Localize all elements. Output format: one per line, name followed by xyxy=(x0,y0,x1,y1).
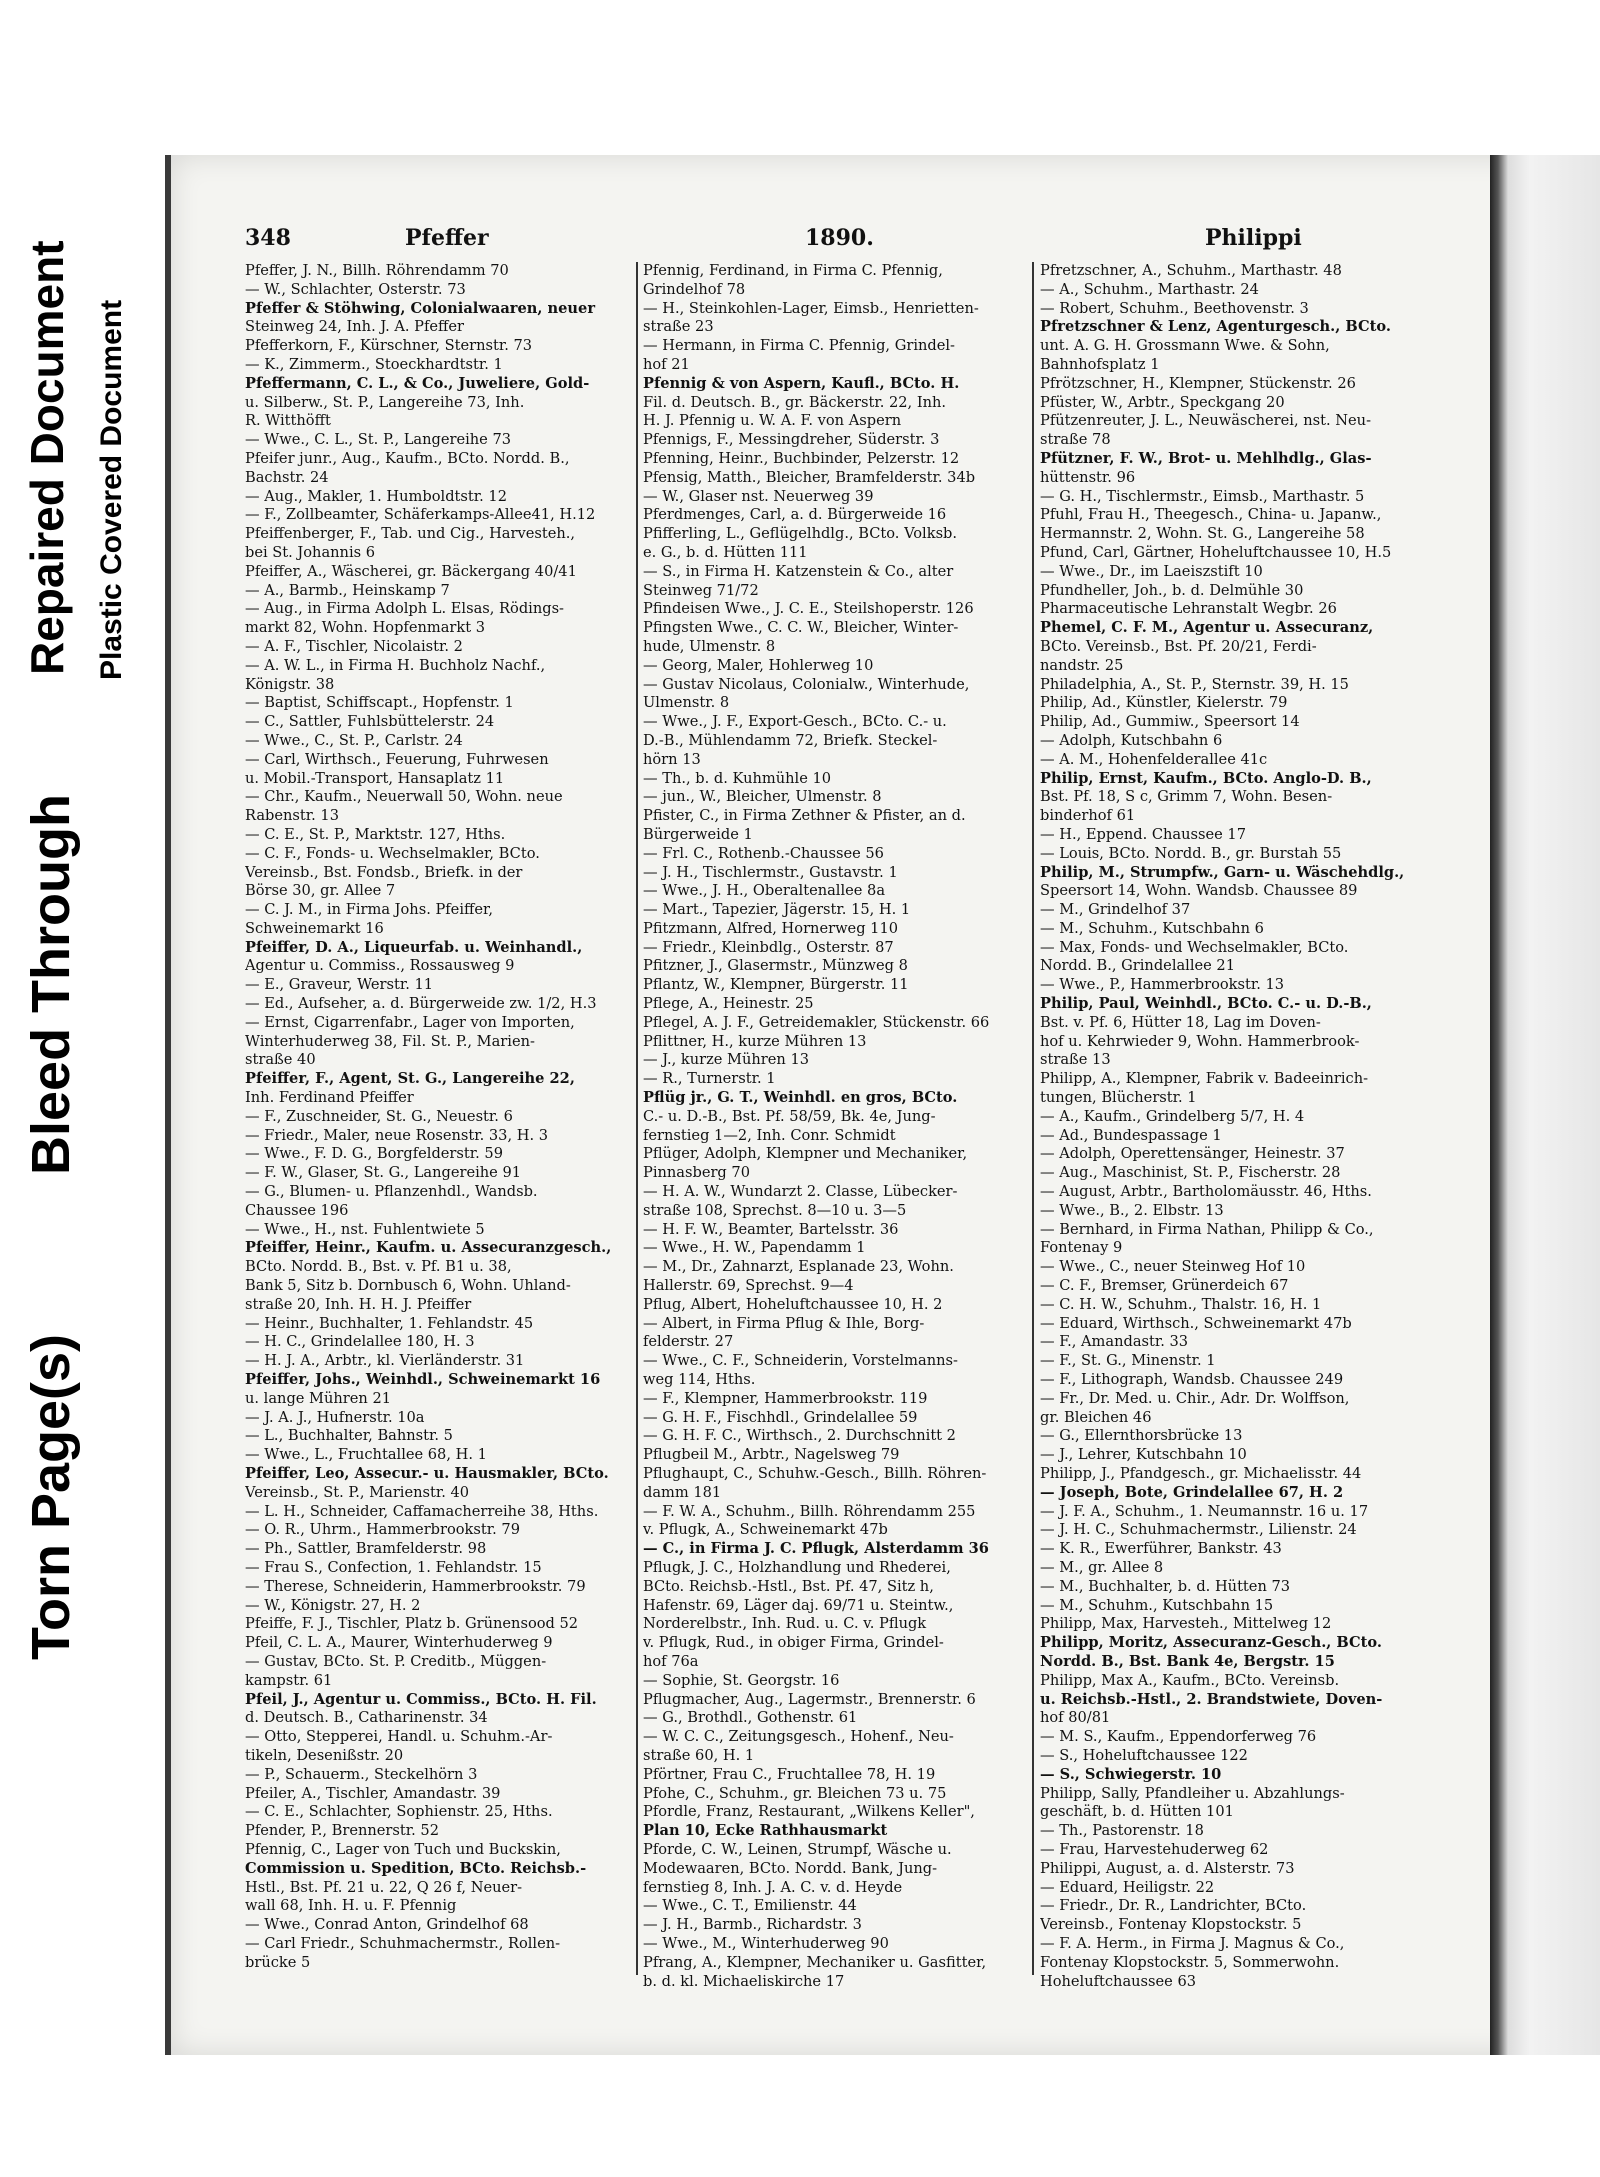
directory-entry: Pfützenreuter, J. L., Neuwäscherei, nst. Neu- xyxy=(1040,412,1371,430)
directory-entry: — G. H. F. C., Wirthsch., 2. Durchschnitt 2 xyxy=(643,1427,956,1445)
directory-entry: — J., Lehrer, Kutschbahn 10 xyxy=(1040,1446,1247,1464)
directory-entry: H. J. Pfennig u. W. A. F. von Aspern xyxy=(643,412,902,430)
directory-entry: Pfifferling, L., Geflügelhdlg., BCto. Volksb. xyxy=(643,525,958,543)
directory-entry: — G., Blumen- u. Pflanzenhdl., Wandsb. xyxy=(245,1183,538,1201)
directory-entry: — H. C., Grindelallee 180, H. 3 xyxy=(245,1333,475,1351)
directory-entry: Commission u. Spedition, BCto. Reichsb.- xyxy=(245,1859,587,1877)
directory-entry: — C. F., Bremser, Grünerdeich 67 xyxy=(1040,1277,1289,1295)
directory-entry: — Mart., Tapezier, Jägerstr. 15, H. 1 xyxy=(643,901,911,919)
directory-entry: — H. J. A., Arbtr., kl. Vierländerstr. 31 xyxy=(245,1352,525,1370)
directory-entry: u. Mobil.-Transport, Hansaplatz 11 xyxy=(245,769,505,787)
directory-entry: Pflegel, A. J. F., Getreidemakler, Stückenstr. 66 xyxy=(643,1013,990,1031)
directory-entry: — Frau, Harvestehuderweg 62 xyxy=(1040,1840,1269,1858)
directory-entry: Inh. Ferdinand Pfeiffer xyxy=(245,1089,414,1107)
directory-entry: Pfennig, C., Lager von Tuch und Buckskin, xyxy=(245,1840,561,1858)
directory-entry: Pflege, A., Heinestr. 25 xyxy=(643,995,814,1013)
directory-entry: straße 20, Inh. H. H. J. Pfeiffer xyxy=(245,1295,472,1313)
directory-entry: R. Witthöfft xyxy=(245,412,331,430)
directory-entry: Fontenay 9 xyxy=(1040,1239,1123,1257)
directory-entry: Winterhuderweg 38, Fil. St. P., Marien- xyxy=(245,1032,535,1050)
directory-entry: — Louis, BCto. Nordd. B., gr. Burstah 55 xyxy=(1040,844,1342,862)
directory-entry: — G., Brothdl., Gothenstr. 61 xyxy=(643,1709,858,1727)
directory-entry: u. Reichsb.-Hstl., 2. Brandstwiete, Doven- xyxy=(1040,1690,1383,1708)
directory-entry: — A. M., Hohenfelderallee 41c xyxy=(1040,750,1268,768)
directory-entry: Bst. Pf. 18, S c, Grimm 7, Wohn. Besen- xyxy=(1040,788,1333,806)
column-divider xyxy=(636,262,638,1975)
directory-entry: Philipp, Sally, Pfandleiher u. Abzahlungs- xyxy=(1040,1784,1345,1802)
directory-entry: Pfennig, Ferdinand, in Firma C. Pfennig, xyxy=(643,262,943,279)
directory-entry: — Wwe., P., Hammerbrookstr. 13 xyxy=(1040,976,1285,994)
directory-entry: Pfretzschner, A., Schuhm., Marthastr. 48 xyxy=(1040,262,1342,279)
directory-entry: Rabenstr. 13 xyxy=(245,807,339,825)
directory-entry: — Ad., Bundespassage 1 xyxy=(1040,1126,1222,1144)
directory-entry: Agentur u. Commiss., Rossausweg 9 xyxy=(245,957,515,975)
directory-entry: — A. W. L., in Firma H. Buchholz Nachf., xyxy=(245,656,546,674)
directory-entry: hüttenstr. 96 xyxy=(1040,468,1136,486)
directory-entry: — F. W., Glaser, St. G., Langereihe 91 xyxy=(245,1164,522,1182)
directory-entry: e. G., b. d. Hütten 111 xyxy=(643,543,808,561)
directory-entry: — F., Zollbeamter, Schäferkamps-Allee41, H.12 xyxy=(245,506,596,524)
directory-entry: — F., St. G., Minenstr. 1 xyxy=(1040,1352,1216,1370)
directory-entry: straße 108, Sprechst. 8—10 u. 3—5 xyxy=(643,1201,907,1219)
directory-entry: Hoheluftchaussee 63 xyxy=(1040,1972,1197,1990)
directory-entry: gr. Bleichen 46 xyxy=(1040,1408,1152,1426)
directory-entry: — Max, Fonds- und Wechselmakler, BCto. xyxy=(1040,938,1349,956)
directory-entry: — M., Schuhm., Kutschbahn 15 xyxy=(1040,1596,1274,1614)
directory-entry: Pfundheller, Joh., b. d. Delmühle 30 xyxy=(1040,581,1304,599)
column-divider xyxy=(1032,262,1034,1975)
header-left-word: Pfeffer xyxy=(405,225,489,251)
directory-entry: fernstieg 1—2, Inh. Conr. Schmidt xyxy=(643,1126,896,1144)
directory-entry: — Baptist, Schiffscapt., Hopfenstr. 1 xyxy=(245,694,514,712)
directory-entry: — Eduard, Wirthsch., Schweinemarkt 47b xyxy=(1040,1314,1352,1332)
directory-entry: Pfeiffer, Heinr., Kaufm. u. Assecuranzgesch., xyxy=(245,1239,612,1257)
directory-entry: d. Deutsch. B., Catharinenstr. 34 xyxy=(245,1709,488,1727)
directory-entry: Pflugbeil M., Arbtr., Nagelsweg 79 xyxy=(643,1446,900,1464)
directory-entry: Pflittner, H., kurze Mühren 13 xyxy=(643,1032,867,1050)
directory-entry: — J. H., Tischlermstr., Gustavstr. 1 xyxy=(643,863,898,881)
directory-entry: Pflugmacher, Aug., Lagermstr., Brennerstr. 6 xyxy=(643,1690,976,1708)
directory-entry: — August, Arbtr., Bartholomäusstr. 46, Hths. xyxy=(1040,1183,1372,1201)
directory-entry: BCto. Reichsb.-Hstl., Bst. Pf. 47, Sitz h, xyxy=(643,1577,934,1595)
directory-entry: Pfeiffenberger, F., Tab. und Cig., Harvesteh., xyxy=(245,525,576,543)
directory-entry: — Wwe., B., 2. Elbstr. 13 xyxy=(1040,1201,1224,1219)
directory-entry: Pflug, Albert, Hoheluftchaussee 10, H. 2 xyxy=(643,1295,943,1313)
directory-entry: — jun., W., Bleicher, Ulmenstr. 8 xyxy=(643,788,882,806)
directory-entry: — M., gr. Allee 8 xyxy=(1040,1558,1164,1576)
directory-entry: — H. A. W., Wundarzt 2. Classe, Lübecker- xyxy=(643,1183,958,1201)
directory-entry: Vereinsb., Fontenay Klopstockstr. 5 xyxy=(1040,1916,1302,1934)
directory-entry: — J. F. A., Schuhm., 1. Neumannstr. 16 u. 17 xyxy=(1040,1502,1369,1520)
directory-entry: Pfennig & von Aspern, Kaufl., BCto. H. xyxy=(643,374,960,392)
directory-entry: felderstr. 27 xyxy=(643,1333,734,1351)
directory-entry: Pfretzschner & Lenz, Agenturgesch., BCto. xyxy=(1040,318,1391,336)
directory-entry: Pfeiffer, A., Wäscherei, gr. Bäckergang 40/41 xyxy=(245,562,577,580)
directory-entry: — M. S., Kaufm., Eppendorferweg 76 xyxy=(1040,1728,1317,1746)
directory-entry: v. Pflugk, Rud., in obiger Firma, Grindel- xyxy=(643,1634,944,1652)
directory-entry: — M., Grindelhof 37 xyxy=(1040,901,1191,919)
directory-column-1 xyxy=(245,262,630,1973)
repaired-document-label: Repaired Document xyxy=(21,240,73,675)
directory-entry: hof 76a xyxy=(643,1652,699,1670)
directory-entry: — Gustav, BCto. St. P. Creditb., Müggen- xyxy=(245,1652,547,1670)
directory-entry: Hermannstr. 2, Wohn. St. G., Langereihe 58 xyxy=(1040,525,1365,543)
directory-entry: — M., Buchhalter, b. d. Hütten 73 xyxy=(1040,1577,1291,1595)
directory-entry: — R., Turnerstr. 1 xyxy=(643,1070,776,1088)
directory-entry: — C., Sattler, Fuhlsbüttelerstr. 24 xyxy=(245,713,495,731)
directory-entry: Pfitzmann, Alfred, Hornerweg 110 xyxy=(643,919,899,937)
directory-entry: Pfeiffer, D. A., Liqueurfab. u. Weinhandl., xyxy=(245,938,583,956)
directory-entry: Nordd. B., Bst. Bank 4e, Bergstr. 15 xyxy=(1040,1652,1335,1670)
directory-entry: Modewaaren, BCto. Nordd. Bank, Jung- xyxy=(643,1859,938,1877)
adjacent-page-edge xyxy=(1490,155,1600,2055)
directory-entry: — Ed., Aufseher, a. d. Bürgerweide zw. 1/2, H.3 xyxy=(245,995,597,1013)
directory-entry: Grindelhof 78 xyxy=(643,280,746,298)
directory-entry: Bst. v. Pf. 6, Hütter 18, Lag im Doven- xyxy=(1040,1013,1321,1031)
directory-entry: — Wwe., L., Fruchtallee 68, H. 1 xyxy=(245,1446,487,1464)
directory-entry: hof 80/81 xyxy=(1040,1709,1111,1727)
directory-entry: straße 40 xyxy=(245,1051,316,1069)
directory-entry: — M., Schuhm., Kutschbahn 6 xyxy=(1040,919,1264,937)
directory-entry: Philipp, A., Klempner, Fabrik v. Badeeinrich- xyxy=(1040,1070,1369,1088)
directory-entry: — Carl Friedr., Schuhmachermstr., Rollen- xyxy=(245,1934,561,1952)
directory-entry: Pförtner, Frau C., Fruchtallee 78, H. 19 xyxy=(643,1765,936,1783)
directory-entry: Hallerstr. 69, Sprechst. 9—4 xyxy=(643,1277,854,1295)
directory-entry: fernstieg 8, Inh. J. A. C. v. d. Heyde xyxy=(643,1878,903,1896)
directory-entry: Pfohe, C., Schuhm., gr. Bleichen 73 u. 75 xyxy=(643,1784,947,1802)
directory-entry: C.- u. D.-B., Bst. Pf. 58/59, Bk. 4e, Jung- xyxy=(643,1107,936,1125)
directory-entry: — F. A. Herm., in Firma J. Magnus & Co., xyxy=(1040,1934,1345,1952)
directory-entry: — A., Schuhm., Marthastr. 24 xyxy=(1040,280,1259,298)
directory-entry: — G., Ellernthorsbrücke 13 xyxy=(1040,1427,1243,1445)
directory-entry: Pfefferkorn, F., Kürschner, Sternstr. 73 xyxy=(245,337,533,355)
directory-entry: — Eduard, Heiligstr. 22 xyxy=(1040,1878,1215,1896)
directory-entry: Philipp, Moritz, Assecuranz-Gesch., BCto. xyxy=(1040,1634,1382,1652)
directory-entry: — S., Hoheluftchaussee 122 xyxy=(1040,1746,1248,1764)
directory-entry: u. Silberw., St. P., Langereihe 73, Inh. xyxy=(245,393,525,411)
directory-entry: damm 181 xyxy=(643,1483,722,1501)
directory-entry: — Sophie, St. Georgstr. 16 xyxy=(643,1671,840,1689)
directory-entry: unt. A. G. H. Grossmann Wwe. & Sohn, xyxy=(1040,337,1330,355)
directory-entry: — C., in Firma J. C. Pflugk, Alsterdamm 36 xyxy=(643,1540,989,1558)
directory-entry: — G. H. F., Fischhdl., Grindelallee 59 xyxy=(643,1408,918,1426)
directory-entry: markt 82, Wohn. Hopfenmarkt 3 xyxy=(245,619,486,637)
directory-entry: Bachstr. 24 xyxy=(245,468,329,486)
directory-entry: — Wwe., Conrad Anton, Grindelhof 68 xyxy=(245,1916,529,1934)
directory-entry: — J., kurze Mühren 13 xyxy=(643,1051,810,1069)
directory-entry: Pinnasberg 70 xyxy=(643,1164,750,1182)
directory-entry: — C. H. W., Schuhm., Thalstr. 16, H. 1 xyxy=(1040,1295,1322,1313)
directory-entry: straße 23 xyxy=(643,318,714,336)
directory-entry: Pfund, Carl, Gärtner, Hoheluftchaussee 10, H.5 xyxy=(1040,543,1392,561)
directory-entry: Pfenning, Heinr., Buchbinder, Pelzerstr. 12 xyxy=(643,449,960,467)
directory-entry: Hstl., Bst. Pf. 21 u. 22, Q 26 f, Neuer- xyxy=(245,1878,523,1896)
directory-entry: Philipp, J., Pfandgesch., gr. Michaelisstr. 44 xyxy=(1040,1465,1362,1482)
directory-entry: — H. F. W., Beamter, Bartelsstr. 36 xyxy=(643,1220,899,1238)
directory-entry: — L., Buchhalter, Bahnstr. 5 xyxy=(245,1427,453,1445)
directory-entry: — Joseph, Bote, Grindelallee 67, H. 2 xyxy=(1040,1483,1344,1501)
directory-entry: — Wwe., C., St. P., Carlstr. 24 xyxy=(245,731,463,749)
directory-entry: Pflüger, Adolph, Klempner und Mechaniker, xyxy=(643,1145,968,1163)
directory-entry: Pfeiffer, Leo, Assecur.- u. Hausmakler, BCto. xyxy=(245,1465,609,1482)
directory-entry: Pfordle, Franz, Restaurant, „Wilkens Keller", xyxy=(643,1803,975,1821)
directory-entry: Pfeifer junr., Aug., Kaufm., BCto. Nordd. B., xyxy=(245,449,570,467)
directory-entry: Chaussee 196 xyxy=(245,1201,349,1219)
directory-entry: — C. F., Fonds- u. Wechselmakler, BCto. xyxy=(245,844,540,862)
directory-entry: — S., in Firma H. Katzenstein & Co., alter xyxy=(643,562,954,580)
directory-entry: Philip, Paul, Weinhdl., BCto. C.- u. D.-B., xyxy=(1040,995,1372,1013)
directory-entry: — Wwe., J. F., Export-Gesch., BCto. C.- u. xyxy=(643,713,947,731)
directory-entry: weg 114, Hths. xyxy=(643,1371,756,1389)
directory-entry: wall 68, Inh. H. u. F. Pfennig xyxy=(245,1897,457,1915)
directory-entry: Steinweg 24, Inh. J. A. Pfeffer xyxy=(245,318,465,336)
directory-entry: hörn 13 xyxy=(643,750,701,768)
directory-entry: — Friedr., Maler, neue Rosenstr. 33, H. 3 xyxy=(245,1126,549,1144)
directory-entry: Pfüster, W., Arbtr., Speckgang 20 xyxy=(1040,393,1285,411)
directory-entry: — Heinr., Buchhalter, 1. Fehlandstr. 45 xyxy=(245,1314,534,1332)
directory-entry: — Georg, Maler, Hohlerweg 10 xyxy=(643,656,874,674)
directory-entry: Norderelbstr., Inh. Rud. u. C. v. Pflugk xyxy=(643,1615,927,1633)
directory-entry: Pfützner, F. W., Brot- u. Mehlhdlg., Glas- xyxy=(1040,449,1372,467)
directory-entry: — Carl, Wirthsch., Feuerung, Fuhrwesen xyxy=(245,750,549,768)
directory-entry: — W., Schlachter, Osterstr. 73 xyxy=(245,280,466,298)
directory-entry: Nordd. B., Grindelallee 21 xyxy=(1040,957,1235,975)
directory-entry: Steinweg 71/72 xyxy=(643,581,759,599)
directory-entry: — L. H., Schneider, Caffamacherreihe 38, Hths. xyxy=(245,1502,599,1520)
directory-entry: Philipp, Max, Harvesteh., Mittelweg 12 xyxy=(1040,1615,1332,1633)
directory-entry: kampstr. 61 xyxy=(245,1671,333,1689)
directory-entry: Pflantz, W., Klempner, Bürgerstr. 11 xyxy=(643,976,909,994)
directory-entry: Pharmaceutische Lehranstalt Wegbr. 26 xyxy=(1040,600,1337,618)
directory-entry: — Friedr., Dr. R., Landrichter, BCto. xyxy=(1040,1897,1307,1915)
directory-entry: — Wwe., H., nst. Fuhlentwiete 5 xyxy=(245,1220,485,1238)
directory-entry: — Wwe., H. W., Papendamm 1 xyxy=(643,1239,866,1257)
directory-entry: — J. H., Barmb., Richardstr. 3 xyxy=(643,1916,862,1934)
directory-entry: — K., Zimmerm., Stoeckhardtstr. 1 xyxy=(245,355,503,373)
directory-entry: — F., Zuschneider, St. G., Neuestr. 6 xyxy=(245,1107,513,1125)
directory-entry: Pfingsten Wwe., C. C. W., Bleicher, Winter- xyxy=(643,619,959,637)
directory-entry: Fontenay Klopstockstr. 5, Sommerwohn. xyxy=(1040,1953,1340,1971)
directory-entry: BCto. Vereinsb., Bst. Pf. 20/21, Ferdi- xyxy=(1040,637,1317,655)
directory-entry: — Frl. C., Rothenb.-Chaussee 56 xyxy=(643,844,884,862)
directory-entry: Pfister, C., in Firma Zethner & Pfister, an d. xyxy=(643,807,966,825)
directory-entry: straße 60, H. 1 xyxy=(643,1746,755,1764)
directory-entry: — Wwe., M., Winterhuderweg 90 xyxy=(643,1934,889,1952)
directory-entry: Pfeiffe, F. J., Tischler, Platz b. Grünensood 52 xyxy=(245,1615,579,1633)
directory-entry: Königstr. 38 xyxy=(245,675,335,693)
directory-entry: Pfeiffer, F., Agent, St. G., Langereihe 22, xyxy=(245,1070,575,1088)
directory-entry: Pfitzner, J., Glasermstr., Münzweg 8 xyxy=(643,957,908,975)
directory-entry: Pfrötzschner, H., Klempner, Stückenstr. 26 xyxy=(1040,374,1356,392)
directory-entry: hude, Ulmenstr. 8 xyxy=(643,637,776,655)
directory-entry: v. Pflugk, A., Schweinemarkt 47b xyxy=(643,1521,888,1539)
directory-entry: Philipp, Max A., Kaufm., BCto. Vereinsb. xyxy=(1040,1671,1340,1689)
directory-entry: Vereinsb., St. P., Marienstr. 40 xyxy=(245,1483,470,1501)
directory-column-2 xyxy=(643,262,1028,1991)
directory-entry: Philippi, August, a. d. Alsterstr. 73 xyxy=(1040,1859,1295,1877)
directory-entry: Schweinemarkt 16 xyxy=(245,919,384,937)
directory-entry: nandstr. 25 xyxy=(1040,656,1124,674)
directory-entry: — H., Eppend. Chaussee 17 xyxy=(1040,825,1246,843)
directory-entry: — F., Amandastr. 33 xyxy=(1040,1333,1189,1351)
directory-entry: Pfeffermann, C. L., & Co., Juweliere, Gold- xyxy=(245,374,590,392)
directory-entry: — Wwe., Dr., im Laeiszstift 10 xyxy=(1040,562,1263,580)
directory-entry: — Wwe., F. D. G., Borgfelderstr. 59 xyxy=(245,1145,503,1163)
directory-entry: — Frau S., Confection, 1. Fehlandstr. 15 xyxy=(245,1558,542,1576)
directory-entry: — O. R., Uhrm., Hammerbrookstr. 79 xyxy=(245,1521,520,1539)
directory-entry: — Wwe., C., neuer Steinweg Hof 10 xyxy=(1040,1258,1306,1276)
directory-entry: Bahnhofsplatz 1 xyxy=(1040,355,1160,373)
directory-entry: Philip, Ad., Künstler, Kielerstr. 79 xyxy=(1040,694,1288,712)
directory-entry: Pfeiler, A., Tischler, Amandastr. 39 xyxy=(245,1784,501,1802)
directory-entry: — Bernhard, in Firma Nathan, Philipp & Co., xyxy=(1040,1220,1374,1238)
plastic-covered-label: Plastic Covered Document xyxy=(95,299,128,680)
directory-entry: Pfrang, A., Klempner, Mechaniker u. Gasfitter, xyxy=(643,1953,987,1971)
page-number: 348 xyxy=(245,225,291,251)
directory-entry: — Gustav Nicolaus, Colonialw., Winterhude, xyxy=(643,675,970,693)
directory-entry: Plan 10, Ecke Rathhausmarkt xyxy=(643,1822,888,1840)
directory-entry: — Aug., in Firma Adolph L. Elsas, Rödings- xyxy=(245,600,564,618)
directory-entry: — Therese, Schneiderin, Hammerbrookstr. 79 xyxy=(245,1577,586,1595)
directory-entry: — Adolph, Kutschbahn 6 xyxy=(1040,731,1223,749)
directory-entry: Pfuhl, Frau H., Theegesch., China- u. Japanw., xyxy=(1040,506,1382,524)
directory-entry: — Chr., Kaufm., Neuerwall 50, Wohn. neue xyxy=(245,788,563,806)
directory-entry: BCto. Nordd. B., Bst. v. Pf. B1 u. 38, xyxy=(245,1258,512,1276)
directory-entry: Pfeil, J., Agentur u. Commiss., BCto. H. Fil. xyxy=(245,1690,597,1708)
directory-entry: Philadelphia, A., St. P., Sternstr. 39, H. 15 xyxy=(1040,675,1349,693)
directory-entry: — M., Dr., Zahnarzt, Esplanade 23, Wohn. xyxy=(643,1258,954,1276)
directory-entry: Pferdmenges, Carl, a. d. Bürgerweide 16 xyxy=(643,506,947,524)
directory-entry: straße 78 xyxy=(1040,431,1111,449)
directory-entry: — Aug., Maschinist, St. P., Fischerstr. 28 xyxy=(1040,1164,1341,1182)
directory-entry: — Otto, Stepperei, Handl. u. Schuhm.-Ar- xyxy=(245,1728,553,1746)
directory-entry: Pfeffer, J. N., Billh. Röhrendamm 70 xyxy=(245,262,509,279)
directory-entry: Pflüg jr., G. T., Weinhdl. en gros, BCto. xyxy=(643,1089,958,1107)
directory-entry: b. d. kl. Michaeliskirche 17 xyxy=(643,1972,845,1990)
directory-entry: tungen, Blücherstr. 1 xyxy=(1040,1089,1197,1107)
page-header xyxy=(245,225,1480,259)
directory-entry: — Fr., Dr. Med. u. Chir., Adr. Dr. Wolffson, xyxy=(1040,1389,1350,1407)
directory-entry: — C. E., Schlachter, Sophienstr. 25, Hths. xyxy=(245,1803,553,1821)
directory-entry: Bürgerweide 1 xyxy=(643,825,753,843)
directory-entry: — F., Lithograph, Wandsb. Chaussee 249 xyxy=(1040,1371,1344,1389)
directory-entry: tikeln, Desenißstr. 20 xyxy=(245,1746,404,1764)
directory-entry: Pfeil, C. L. A., Maurer, Winterhuderweg 9 xyxy=(245,1634,553,1652)
directory-entry: Phemel, C. F. M., Agentur u. Assecuranz, xyxy=(1040,619,1374,637)
directory-entry: hof u. Kehrwieder 9, Wohn. Hammerbrook- xyxy=(1040,1032,1360,1050)
directory-entry: — Wwe., C. T., Emilienstr. 44 xyxy=(643,1897,857,1915)
directory-entry: Fil. d. Deutsch. B., gr. Bäckerstr. 22, Inh. xyxy=(643,393,947,411)
directory-entry: — J. A. J., Hufnerstr. 10a xyxy=(245,1408,425,1426)
directory-entry: — H., Steinkohlen-Lager, Eimsb., Henrietten- xyxy=(643,299,979,317)
directory-entry: — Robert, Schuhm., Beethovenstr. 3 xyxy=(1040,299,1309,317)
directory-entry: Vereinsb., Bst. Fondsb., Briefk. in der xyxy=(245,863,523,881)
directory-entry: u. lange Mühren 21 xyxy=(245,1389,392,1407)
directory-entry: Speersort 14, Wohn. Wandsb. Chaussee 89 xyxy=(1040,882,1358,900)
directory-entry: Philip, M., Strumpfw., Garn- u. Wäschehdlg., xyxy=(1040,863,1405,881)
directory-entry: Pfennigs, F., Messingdreher, Süderstr. 3 xyxy=(643,431,940,449)
directory-entry: D.-B., Mühlendamm 72, Briefk. Steckel- xyxy=(643,731,938,749)
directory-entry: Pfender, P., Brennerstr. 52 xyxy=(245,1822,439,1840)
header-year: 1890. xyxy=(805,225,874,251)
directory-entry: — A. F., Tischler, Nicolaistr. 2 xyxy=(245,637,463,655)
directory-entry: — C. E., St. P., Marktstr. 127, Hths. xyxy=(245,825,506,843)
bleed-through-label: Bleed Through xyxy=(21,794,81,1175)
directory-entry: Bank 5, Sitz b. Dornbusch 6, Wohn. Uhland- xyxy=(245,1277,571,1295)
directory-entry: — C. J. M., in Firma Johs. Pfeiffer, xyxy=(245,901,494,919)
header-right-word: Philippi xyxy=(1205,225,1302,251)
directory-entry: — K. R., Ewerführer, Bankstr. 43 xyxy=(1040,1540,1282,1558)
directory-entry: Hafenstr. 69, Läger daj. 69/71 u. Steintw., xyxy=(643,1596,954,1614)
directory-entry: Pflugk, J. C., Holzhandlung und Rhederei, xyxy=(643,1558,951,1576)
directory-entry: bei St. Johannis 6 xyxy=(245,543,376,561)
directory-entry: — Ph., Sattler, Bramfelderstr. 98 xyxy=(245,1540,487,1558)
directory-entry: — A., Kaufm., Grindelberg 5/7, H. 4 xyxy=(1040,1107,1305,1125)
directory-entry: — Friedr., Kleinbdlg., Osterstr. 87 xyxy=(643,938,894,956)
directory-entry: — Hermann, in Firma C. Pfennig, Grindel- xyxy=(643,337,955,355)
directory-entry: — G. H., Tischlermstr., Eimsb., Marthastr. 5 xyxy=(1040,487,1365,505)
directory-entry: — W., Königstr. 27, H. 2 xyxy=(245,1596,421,1614)
directory-entry: — W., Glaser nst. Neuerweg 39 xyxy=(643,487,874,505)
directory-entry: hof 21 xyxy=(643,355,690,373)
directory-entry: Philip, Ad., Gummiw., Speersort 14 xyxy=(1040,713,1300,731)
directory-entry: — Th., Pastorenstr. 18 xyxy=(1040,1822,1204,1840)
directory-entry: Pfensig, Matth., Bleicher, Bramfelderstr. 34b xyxy=(643,468,976,486)
directory-entry: — Wwe., C. F., Schneiderin, Vorstelmanns- xyxy=(643,1352,958,1370)
directory-entry: straße 13 xyxy=(1040,1051,1111,1069)
directory-entry: — A., Barmb., Heinskamp 7 xyxy=(245,581,450,599)
directory-entry: Börse 30, gr. Allee 7 xyxy=(245,882,396,900)
directory-entry: — F. W. A., Schuhm., Billh. Röhrendamm 255 xyxy=(643,1502,976,1520)
directory-entry: — Adolph, Operettensänger, Heinestr. 37 xyxy=(1040,1145,1345,1163)
directory-entry: Ulmenstr. 8 xyxy=(643,694,730,712)
directory-entry: Pfindeisen Wwe., J. C. E., Steilshoperstr. 126 xyxy=(643,600,974,618)
directory-entry: brücke 5 xyxy=(245,1953,311,1971)
directory-entry: — Th., b. d. Kuhmühle 10 xyxy=(643,769,832,787)
directory-entry: Pfeiffer, Johs., Weinhdl., Schweinemarkt 16 xyxy=(245,1371,601,1389)
directory-entry: Pflughaupt, C., Schuhw.-Gesch., Billh. Röhren- xyxy=(643,1465,987,1482)
directory-entry: — Wwe., J. H., Oberaltenallee 8a xyxy=(643,882,886,900)
directory-entry: Philip, Ernst, Kaufm., BCto. Anglo-D. B., xyxy=(1040,769,1372,787)
directory-entry: — E., Graveur, Werstr. 11 xyxy=(245,976,434,994)
directory-entry: geschäft, b. d. Hütten 101 xyxy=(1040,1803,1234,1821)
directory-entry: — S., Schwiegerstr. 10 xyxy=(1040,1765,1222,1783)
directory-entry: — Albert, in Firma Pflug & Ihle, Borg- xyxy=(643,1314,925,1332)
directory-entry: — Aug., Makler, 1. Humboldtstr. 12 xyxy=(245,487,507,505)
directory-entry: — P., Schauerm., Steckelhörn 3 xyxy=(245,1765,478,1783)
directory-entry: — Ernst, Cigarrenfabr., Lager von Importen, xyxy=(245,1013,575,1031)
directory-column-3 xyxy=(1040,262,1435,1991)
directory-entry: — F., Klempner, Hammerbrookstr. 119 xyxy=(643,1389,928,1407)
directory-entry: — J. H. C., Schuhmachermstr., Lilienstr. 24 xyxy=(1040,1521,1357,1539)
directory-entry: binderhof 61 xyxy=(1040,807,1136,825)
directory-entry: Pforde, C. W., Leinen, Strumpf, Wäsche u. xyxy=(643,1840,952,1858)
directory-entry: Pfeffer & Stöhwing, Colonialwaaren, neuer xyxy=(245,299,596,317)
directory-entry: — Wwe., C. L., St. P., Langereihe 73 xyxy=(245,431,512,449)
torn-pages-label: Torn Page(s) xyxy=(21,1333,81,1660)
directory-entry: — W. C. C., Zeitungsgesch., Hohenf., Neu- xyxy=(643,1728,954,1746)
